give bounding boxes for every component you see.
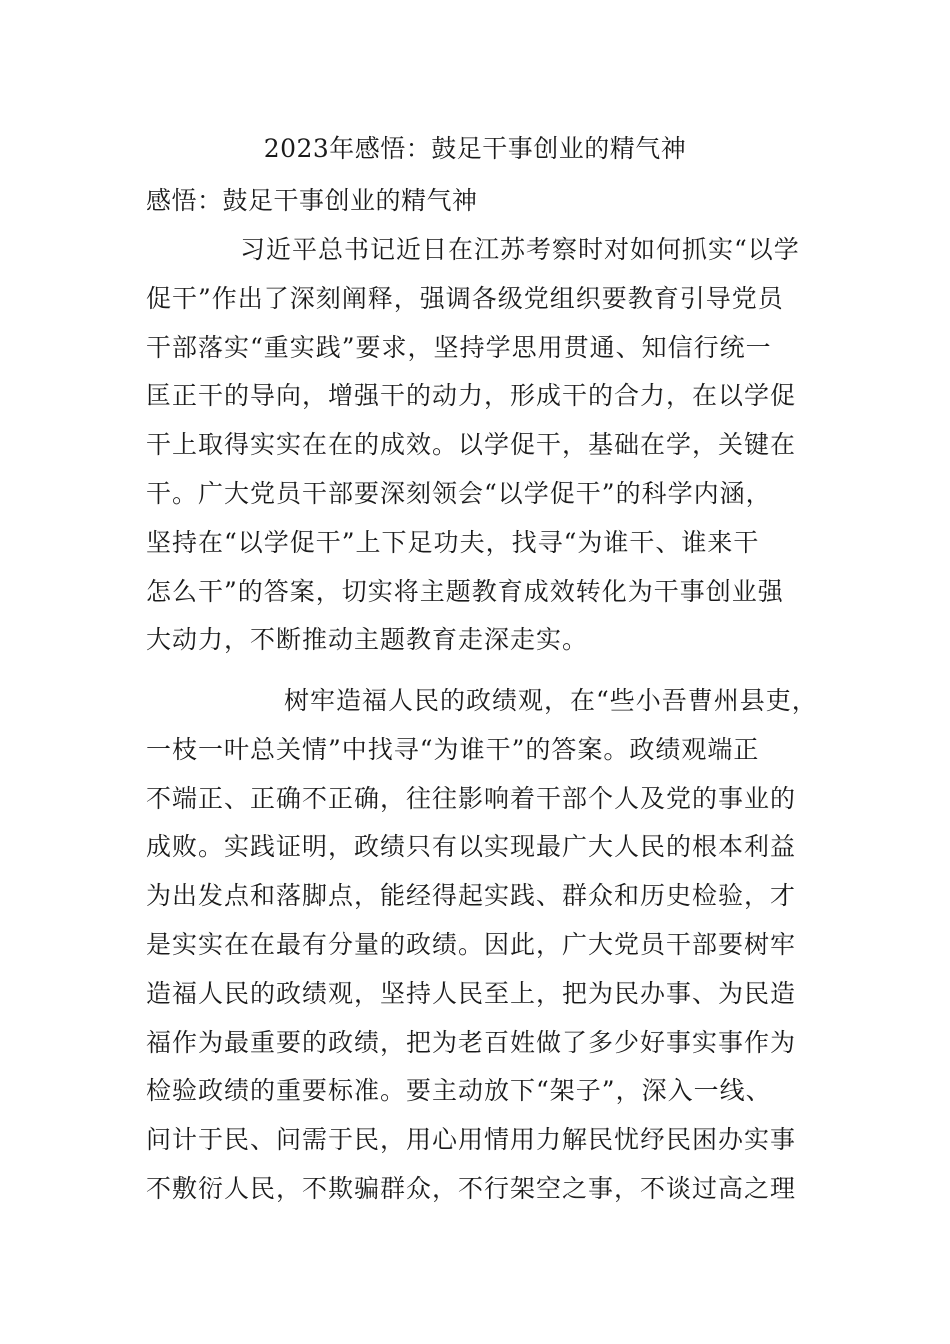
paragraph-line: 习近平总书记近日在江苏考察时对如何抓实“以学 — [240, 235, 800, 264]
paragraph-line: 怎么干”的答案，切实将主题教育成效转化为干事创业强 — [146, 576, 784, 606]
paragraph-line: 福作为最重要的政绩，把为老百姓做了多少好事实事作为 — [146, 1027, 797, 1057]
paragraph-line: 为出发点和落脚点，能经得起实践、群众和历史检验，才 — [146, 881, 797, 911]
paragraph-line: 一枝一叶总关情”中找寻“为谁干”的答案。政绩观端正 — [146, 734, 760, 764]
paragraph-line: 检验政绩的重要标准。要主动放下“架子”，深入一线、 — [146, 1076, 772, 1106]
paragraph-line: 是实实在在最有分量的政绩。因此，广大党员干部要树牢 — [146, 929, 797, 959]
paragraph-line: 干上取得实实在在的成效。以学促干，基础在学，关键在 — [146, 430, 797, 460]
paragraph-line: 干部落实“重实践”要求，坚持学思用贯通、知信行统一 — [146, 332, 772, 362]
paragraph-line: 成败。实践证明，政绩只有以实现最广大人民的根本利益 — [146, 832, 797, 862]
document-subtitle: 感悟：鼓足干事创业的精气神 — [146, 186, 478, 215]
paragraph-line: 坚持在“以学促干”上下足功夫，找寻“为谁干、谁来干 — [146, 527, 760, 557]
document-title: 2023年感悟：鼓足干事创业的精气神 — [263, 134, 687, 163]
paragraph-line: 匡正干的导向，增强干的动力，形成干的合力，在以学促 — [146, 381, 797, 411]
paragraph-line: 干。广大党员干部要深刻领会“以学促干”的科学内涵， — [146, 478, 772, 508]
paragraph-line: 不敷衍人民，不欺骗群众，不行架空之事，不谈过高之理 — [146, 1173, 797, 1203]
paragraph-2 — [146, 683, 836, 1220]
paragraph-line: 促干”作出了深刻阐释，强调各级党组织要教育引导党员 — [146, 283, 784, 313]
paragraph-line: 树牢造福人民的政绩观，在“些小吾曹州县吏， — [284, 686, 818, 715]
paragraph-line: 问计于民、问需于民，用心用情用力解民忧纾民困办实事 — [146, 1125, 797, 1155]
paragraph-line: 造福人民的政绩观，坚持人民至上，把为民办事、为民造 — [146, 978, 797, 1008]
paragraph-line: 大动力，不断推动主题教育走深走实。 — [146, 625, 589, 655]
paragraph-1 — [146, 232, 836, 671]
paragraph-line: 不端正、正确不正确，往往影响着干部个人及党的事业的 — [146, 783, 797, 813]
